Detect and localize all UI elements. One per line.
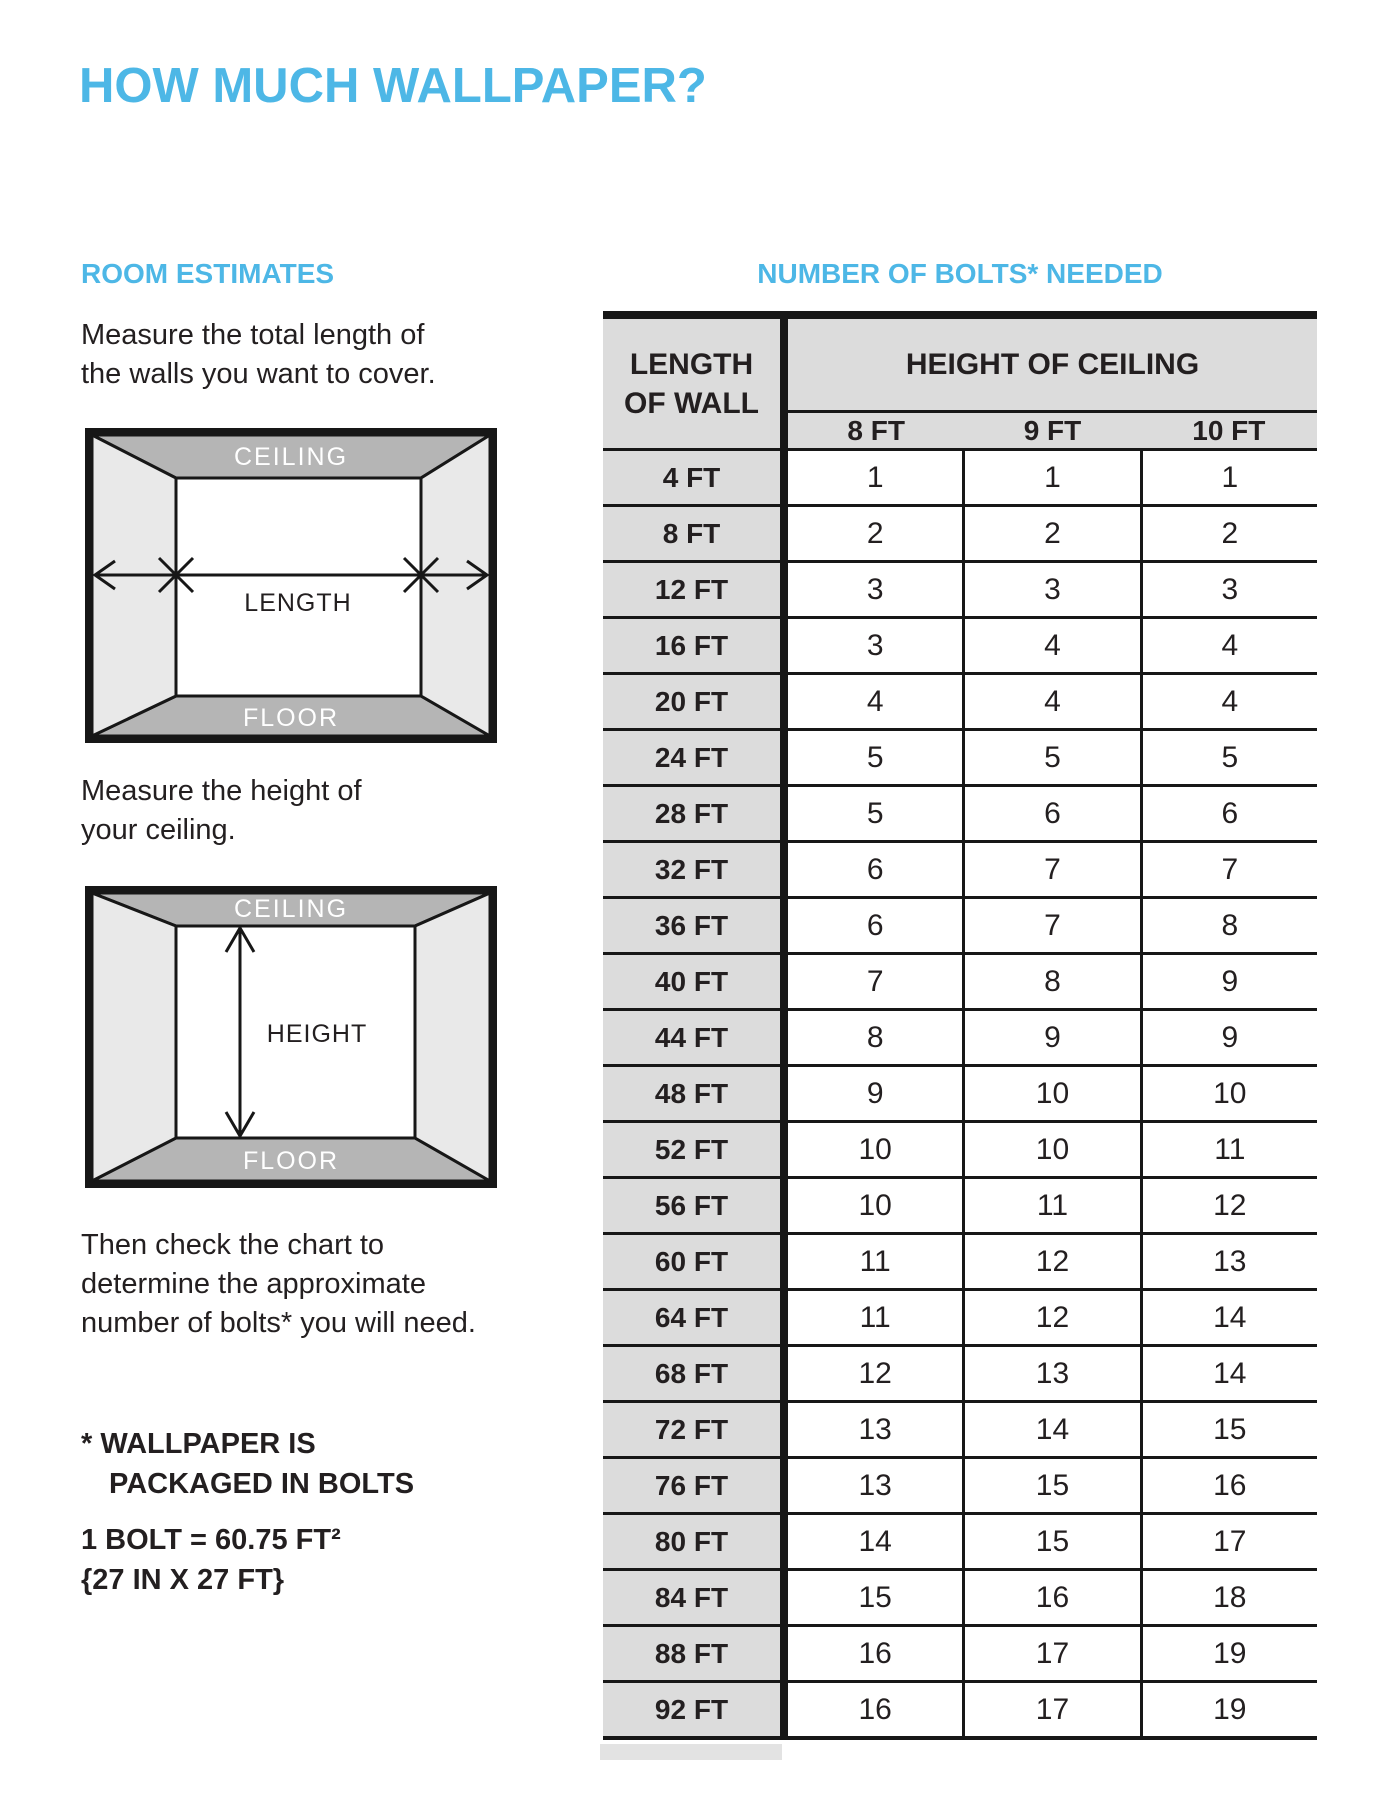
table-cell: 17 — [1140, 1515, 1317, 1568]
table-cell: 5 — [1140, 731, 1317, 784]
table-cell: 10 — [858, 1132, 892, 1166]
bolt-size-info — [81, 1520, 341, 1600]
table-row-label: 52 FT — [603, 1123, 788, 1176]
table-row-label: 76 FT — [603, 1459, 788, 1512]
length-label: LENGTH — [244, 589, 352, 617]
table-cell: 16 — [858, 1636, 892, 1670]
paragraph-line: Measure the height of — [81, 775, 362, 807]
table-cell: 19 — [1140, 1627, 1317, 1680]
table-cell: 3 — [962, 563, 1139, 616]
table-row — [603, 1176, 1317, 1232]
table-row-label: 84 FT — [603, 1571, 788, 1624]
table-row — [603, 448, 1317, 504]
length-of-wall-header — [603, 319, 788, 448]
table-cell: 13 — [858, 1412, 892, 1446]
table-cell: 16 — [1140, 1459, 1317, 1512]
table-row-label: 16 FT — [603, 619, 788, 672]
table-row-label: 68 FT — [603, 1347, 788, 1400]
table-row-label: 44 FT — [603, 1011, 788, 1064]
table-cell: 15 — [858, 1580, 892, 1614]
table-cell: 3 — [1140, 563, 1317, 616]
header-line: LENGTH — [629, 347, 754, 381]
footnote-line: * WALLPAPER IS — [81, 1428, 316, 1460]
table-cell: 6 — [962, 787, 1139, 840]
table-row — [603, 1680, 1317, 1736]
table-cell: 11 — [859, 1300, 891, 1334]
floor-label: FLOOR — [242, 1147, 340, 1175]
header-line: OF WALL — [624, 386, 759, 420]
table-cell: 19 — [1140, 1683, 1317, 1736]
table-body — [603, 448, 1317, 1736]
table-cell: 15 — [962, 1459, 1139, 1512]
table-row — [603, 1008, 1317, 1064]
table-cell: 14 — [1140, 1347, 1317, 1400]
table-row — [603, 1120, 1317, 1176]
table-cell: 12 — [962, 1235, 1139, 1288]
height-of-ceiling-header: HEIGHT OF CEILING — [788, 319, 1317, 413]
column-header-9ft: 9 FT — [1023, 414, 1082, 446]
table-row-label: 92 FT — [603, 1683, 788, 1736]
table-row-label: 48 FT — [603, 1067, 788, 1120]
table-row-label: 20 FT — [603, 675, 788, 728]
table-row — [603, 1064, 1317, 1120]
table-cell: 1 — [1140, 451, 1317, 504]
table-cell: 12 — [962, 1291, 1139, 1344]
table-cell: 10 — [858, 1188, 892, 1222]
table-cell: 1 — [962, 451, 1139, 504]
paragraph-line: number of bolts* you will need. — [81, 1307, 476, 1339]
bolts-table-heading: NUMBER OF BOLTS* NEEDED — [757, 258, 1163, 289]
bolt-size-line: 1 BOLT = 60.75 FT² — [81, 1524, 341, 1556]
table-cell: 2 — [962, 507, 1139, 560]
table-cell: 11 — [859, 1244, 891, 1278]
column-header-8ft: 8 FT — [847, 414, 905, 446]
table-row — [603, 840, 1317, 896]
table-cell: 6 — [1140, 787, 1317, 840]
footnote-line: PACKAGED IN BOLTS — [109, 1468, 415, 1500]
table-row — [603, 1512, 1317, 1568]
left-wall — [92, 893, 176, 1181]
table-cell: 15 — [1140, 1403, 1317, 1456]
table-bottom-gray-strip — [600, 1744, 782, 1760]
table-cell: 8 — [866, 1020, 884, 1054]
ceiling-label: CEILING — [233, 443, 349, 471]
table-row-label: 72 FT — [603, 1403, 788, 1456]
table-row — [603, 1624, 1317, 1680]
table-row — [603, 560, 1317, 616]
table-cell: 11 — [962, 1179, 1139, 1232]
paragraph-line: your ceiling. — [81, 814, 236, 846]
table-row — [603, 1568, 1317, 1624]
column-header-10ft: 10 FT — [1192, 414, 1266, 446]
measure-height-paragraph — [81, 772, 362, 850]
table-cell: 10 — [1140, 1067, 1317, 1120]
table-row — [603, 1456, 1317, 1512]
table-cell: 10 — [962, 1123, 1139, 1176]
table-cell: 5 — [866, 740, 884, 774]
table-row-label: 80 FT — [603, 1515, 788, 1568]
table-row-label: 24 FT — [603, 731, 788, 784]
table-row-label: 60 FT — [603, 1235, 788, 1288]
table-cell: 9 — [1140, 955, 1317, 1008]
room-height-diagram-svg — [85, 886, 497, 1188]
table-row-label: 12 FT — [603, 563, 788, 616]
table-cell: 9 — [1140, 1011, 1317, 1064]
table-cell: 4 — [962, 619, 1139, 672]
measure-length-paragraph — [81, 316, 436, 394]
table-cell: 10 — [962, 1067, 1139, 1120]
table-cell: 17 — [962, 1627, 1139, 1680]
ceiling-heights-row — [788, 413, 1317, 448]
table-cell: 13 — [962, 1347, 1139, 1400]
table-cell: 3 — [866, 572, 884, 606]
table-cell: 16 — [962, 1571, 1139, 1624]
table-row — [603, 616, 1317, 672]
table-cell: 8 — [1140, 899, 1317, 952]
room-length-diagram-svg — [85, 428, 497, 743]
table-row-label: 36 FT — [603, 899, 788, 952]
table-row — [603, 896, 1317, 952]
table-row — [603, 1288, 1317, 1344]
table-cell: 2 — [1140, 507, 1317, 560]
table-row-label: 28 FT — [603, 787, 788, 840]
table-cell: 7 — [1140, 843, 1317, 896]
table-row-label: 32 FT — [603, 843, 788, 896]
table-cell: 17 — [962, 1683, 1139, 1736]
table-cell: 9 — [962, 1011, 1139, 1064]
table-row-label: 56 FT — [603, 1179, 788, 1232]
table-cell: 3 — [866, 628, 884, 662]
table-row-label: 88 FT — [603, 1627, 788, 1680]
check-chart-paragraph — [81, 1226, 476, 1343]
table-cell: 7 — [866, 964, 884, 998]
table-cell: 14 — [858, 1524, 892, 1558]
table-cell: 5 — [962, 731, 1139, 784]
floor-label: FLOOR — [242, 704, 340, 732]
paragraph-line: the walls you want to cover. — [81, 358, 436, 390]
table-row — [603, 1232, 1317, 1288]
table-cell: 4 — [866, 684, 884, 718]
bolt-size-line: {27 IN X 27 FT} — [81, 1564, 285, 1596]
table-header — [603, 319, 1317, 448]
table-cell: 11 — [1140, 1123, 1317, 1176]
table-cell: 18 — [1140, 1571, 1317, 1624]
table-row — [603, 784, 1317, 840]
height-label: HEIGHT — [266, 1020, 368, 1048]
room-height-diagram — [85, 886, 497, 1193]
table-row — [603, 504, 1317, 560]
table-cell: 4 — [962, 675, 1139, 728]
table-cell: 12 — [858, 1356, 892, 1390]
table-cell: 6 — [866, 908, 884, 942]
room-estimates-heading: ROOM ESTIMATES — [81, 258, 335, 289]
table-cell: 16 — [858, 1692, 892, 1726]
table-cell: 1 — [866, 460, 884, 494]
right-wall — [415, 893, 490, 1181]
height-columns-header — [788, 319, 1317, 448]
table-cell: 4 — [1140, 619, 1317, 672]
paragraph-line: determine the approximate — [81, 1268, 426, 1300]
table-row — [603, 728, 1317, 784]
table-row — [603, 1344, 1317, 1400]
table-cell: 15 — [962, 1515, 1139, 1568]
table-cell: 5 — [866, 796, 884, 830]
table-cell: 7 — [962, 899, 1139, 952]
table-row — [603, 952, 1317, 1008]
bolts-table — [603, 311, 1317, 1740]
table-cell: 4 — [1140, 675, 1317, 728]
table-cell: 9 — [866, 1076, 884, 1110]
table-cell: 2 — [866, 516, 884, 550]
table-cell: 12 — [1140, 1179, 1317, 1232]
table-cell: 13 — [1140, 1235, 1317, 1288]
table-row-label: 40 FT — [603, 955, 788, 1008]
table-row — [603, 672, 1317, 728]
paragraph-line: Then check the chart to — [81, 1229, 385, 1261]
page-title: HOW MUCH WALLPAPER? — [79, 59, 707, 113]
bolts-footnote — [81, 1424, 414, 1504]
back-wall — [176, 478, 421, 696]
table-cell: 8 — [962, 955, 1139, 1008]
table-cell: 14 — [1140, 1291, 1317, 1344]
room-length-diagram — [85, 428, 497, 748]
table-cell: 13 — [858, 1468, 892, 1502]
table-row-label: 8 FT — [603, 507, 788, 560]
table-row-label: 4 FT — [603, 451, 788, 504]
table-cell: 14 — [962, 1403, 1139, 1456]
table-row — [603, 1400, 1317, 1456]
ceiling-label: CEILING — [233, 895, 349, 923]
table-cell: 6 — [866, 852, 884, 886]
table-cell: 7 — [962, 843, 1139, 896]
paragraph-line: Measure the total length of — [81, 319, 425, 351]
table-row-label: 64 FT — [603, 1291, 788, 1344]
